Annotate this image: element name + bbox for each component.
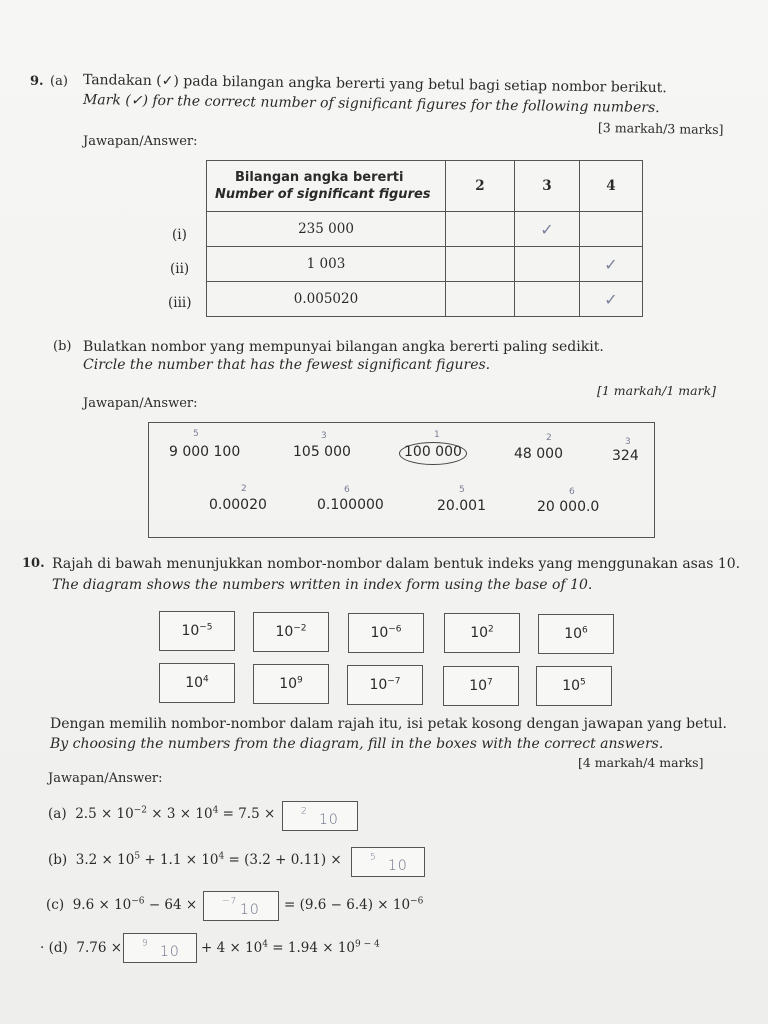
q10d-equation-right (201, 940, 380, 956)
row-value: 235 000 (207, 212, 446, 247)
q10c-exp1: −6 (131, 896, 145, 907)
index-box[interactable] (348, 613, 424, 653)
q10-intro-en: The diagram shows the numbers written in index form using the base of 10. (52, 577, 593, 593)
table-header-cell (207, 161, 446, 212)
q10c-exp3: −6 (410, 896, 424, 907)
index-exponent: 2 (488, 624, 494, 635)
row-label-i: (i) (172, 227, 187, 243)
q9a-instruction-en: Mark (✓) for the correct number of significant figures for the following numbers. (82, 92, 660, 117)
q10a-answer-exp: 2 (301, 806, 308, 817)
sf-note: 2 (546, 433, 552, 443)
index-exponent: −2 (293, 623, 307, 634)
sf-note: 6 (569, 487, 575, 497)
q10a-answer-box[interactable] (282, 801, 358, 831)
q10a-label: (a) (48, 806, 67, 822)
column-2: 2 (446, 161, 515, 212)
q10c-equation-left (46, 897, 197, 913)
q10a-term1: 2.5 × 10 (75, 806, 134, 822)
check-cell[interactable] (446, 212, 515, 247)
row-label-ii: (ii) (170, 261, 190, 277)
check-cell[interactable] (515, 247, 580, 282)
q10d-answer-box[interactable] (123, 933, 197, 963)
sf-note: 6 (344, 485, 350, 495)
q9b-answer-label: Jawapan/Answer: (83, 396, 198, 411)
index-box[interactable] (253, 612, 329, 652)
q10d-term1: 7.76 × (76, 940, 123, 956)
q10a-equation (48, 806, 275, 822)
q10d-equation-left: · (d) 7.76 × (40, 940, 123, 956)
index-box[interactable] (443, 666, 519, 706)
sf-note: 1 (434, 430, 440, 440)
index-box[interactable] (159, 611, 235, 651)
number-option[interactable]: 105 000 (293, 444, 351, 460)
q10a-result: = 7.5 × (218, 806, 276, 822)
q10c-term1: 9.6 × 10 (72, 897, 132, 913)
number-choice-box (148, 422, 655, 538)
sf-note: 3 (625, 437, 631, 447)
q10b-equation (48, 852, 342, 868)
index-base: 10 (185, 675, 204, 691)
number-option[interactable]: 20 000.0 (537, 499, 600, 515)
number-option[interactable]: 0.00020 (209, 497, 267, 513)
row-value: 0.005020 (207, 282, 446, 317)
index-box[interactable] (444, 613, 520, 653)
index-exponent: 4 (203, 674, 209, 685)
q10d-result: = 1.94 × 10 (268, 940, 356, 956)
q10c-answer-base: 10 (240, 902, 260, 918)
q10a-answer-base: 10 (319, 812, 339, 828)
table-header-en: Number of significant figures (215, 187, 431, 202)
q10a-term2: × 3 × 10 (147, 806, 213, 822)
q10c-answer (222, 896, 260, 918)
q10b-answer-base: 10 (388, 858, 408, 874)
q10c-answer-exp: −7 (222, 896, 238, 907)
q10c-term2: − 64 × (144, 897, 198, 913)
number-option[interactable]: 0.100000 (317, 497, 384, 513)
index-base: 10 (469, 678, 488, 694)
table-row (207, 247, 643, 282)
index-box[interactable] (538, 614, 614, 654)
q10a-exp2: 4 (212, 805, 219, 816)
q10d-term2: + 4 × 10 (201, 940, 263, 956)
index-base: 10 (279, 676, 298, 692)
q10-instruction-en: By choosing the numbers from the diagram, fill in the boxes with the correct answers. (50, 736, 664, 752)
index-base: 10 (369, 677, 388, 693)
index-exponent: 5 (580, 677, 586, 688)
check-cell[interactable] (446, 282, 515, 317)
q10-instruction-ms: Dengan memilih nombor-nombor dalam rajah itu, isi petak kosong dengan jawapan yang betul. (50, 716, 727, 732)
q9a-answer-label: Jawapan/Answer: (83, 134, 198, 149)
q10c-label: (c) (46, 897, 65, 913)
q10-marks: [4 markah/4 marks] (578, 755, 704, 770)
index-base: 10 (470, 625, 489, 641)
q10b-exp1: 5 (134, 851, 141, 862)
q10-number: 10. (22, 556, 45, 571)
table-row (207, 282, 643, 317)
sf-note: 5 (193, 429, 199, 439)
q10b-term1: 3.2 × 10 (75, 852, 135, 868)
check-cell[interactable]: ✓ (580, 247, 643, 282)
index-box[interactable] (536, 666, 612, 706)
index-base: 10 (181, 623, 200, 639)
q10d-exp1: 4 (262, 939, 268, 950)
index-base: 10 (564, 626, 583, 642)
index-box[interactable] (253, 664, 329, 704)
check-cell[interactable] (446, 247, 515, 282)
sig-fig-table (206, 160, 643, 317)
index-box[interactable] (347, 665, 423, 705)
q9b-instruction-en: Circle the number that has the fewest significant figures. (83, 357, 491, 373)
q10d-answer-exp: 9 (142, 938, 149, 949)
index-exponent: 9 (297, 675, 303, 686)
q10d-label: (d) (48, 940, 68, 956)
number-option[interactable]: 48 000 (514, 446, 563, 462)
q10-answer-label: Jawapan/Answer: (48, 771, 163, 786)
sf-note: 2 (241, 484, 247, 494)
q10b-result: = (3.2 + 0.11) × (224, 852, 342, 868)
q9a-instruction-ms: Tandakan (✓) pada bilangan angka bererti yang betul bagi setiap nombor berikut. (82, 72, 667, 97)
index-exponent: 7 (487, 677, 493, 688)
q10d-answer-base: 10 (160, 944, 180, 960)
q9b-label: (b) (53, 339, 72, 354)
q9b-instruction-ms: Bulatkan nombor yang mempunyai bilangan angka bererti paling sedikit. (83, 339, 604, 355)
q10b-answer-exp: 5 (370, 852, 377, 863)
index-exponent: −6 (388, 624, 402, 635)
number-option[interactable]: 324 (612, 448, 639, 464)
table-header-ms: Bilangan angka bererti (235, 170, 404, 185)
check-cell[interactable] (515, 282, 580, 317)
index-base: 10 (275, 624, 294, 640)
table-header-row (207, 161, 643, 212)
check-cell[interactable]: ✓ (580, 282, 643, 317)
q10b-answer (370, 852, 408, 874)
sf-note: 5 (459, 485, 465, 495)
index-box[interactable] (159, 663, 235, 703)
q9a-marks: [3 markah/3 marks] (597, 119, 724, 138)
index-exponent: 6 (582, 625, 588, 636)
q9a-label: (a) (50, 74, 68, 89)
q10d-answer (142, 938, 180, 960)
q10b-label: (b) (48, 852, 68, 868)
q10c-result: = (9.6 − 6.4) × 10 (284, 897, 411, 913)
index-exponent: −5 (199, 622, 213, 633)
column-3: 3 (515, 161, 580, 212)
q10d-exp2: 9 − 4 (355, 939, 380, 950)
check-cell[interactable] (580, 212, 643, 247)
table-row (207, 212, 643, 247)
q10b-answer-box[interactable] (351, 847, 425, 877)
q10b-term2: + 1.1 × 10 (140, 852, 219, 868)
number-option[interactable]: 20.001 (437, 498, 486, 514)
q9-number: 9. (30, 74, 44, 89)
row-label-iii: (iii) (168, 295, 192, 311)
q10c-equation-right (284, 897, 423, 913)
index-base: 10 (562, 678, 581, 694)
number-option[interactable]: 9 000 100 (169, 444, 241, 460)
sf-note: 3 (321, 431, 327, 441)
index-exponent: −7 (387, 676, 401, 687)
q10a-answer (301, 806, 339, 828)
q10-intro-ms: Rajah di bawah menunjukkan nombor-nombor dalam bentuk indeks yang menggunakan asas 10. (52, 556, 741, 572)
q10c-answer-box[interactable] (203, 891, 279, 921)
check-cell[interactable]: ✓ (515, 212, 580, 247)
row-value: 1 003 (207, 247, 446, 282)
q10b-exp2: 4 (218, 851, 225, 862)
q10a-exp1: −2 (133, 805, 148, 816)
index-base: 10 (370, 625, 389, 641)
number-option[interactable]: 100 000 (404, 444, 462, 460)
q9b-marks: [1 markah/1 mark] (597, 383, 717, 398)
column-4: 4 (580, 161, 643, 212)
